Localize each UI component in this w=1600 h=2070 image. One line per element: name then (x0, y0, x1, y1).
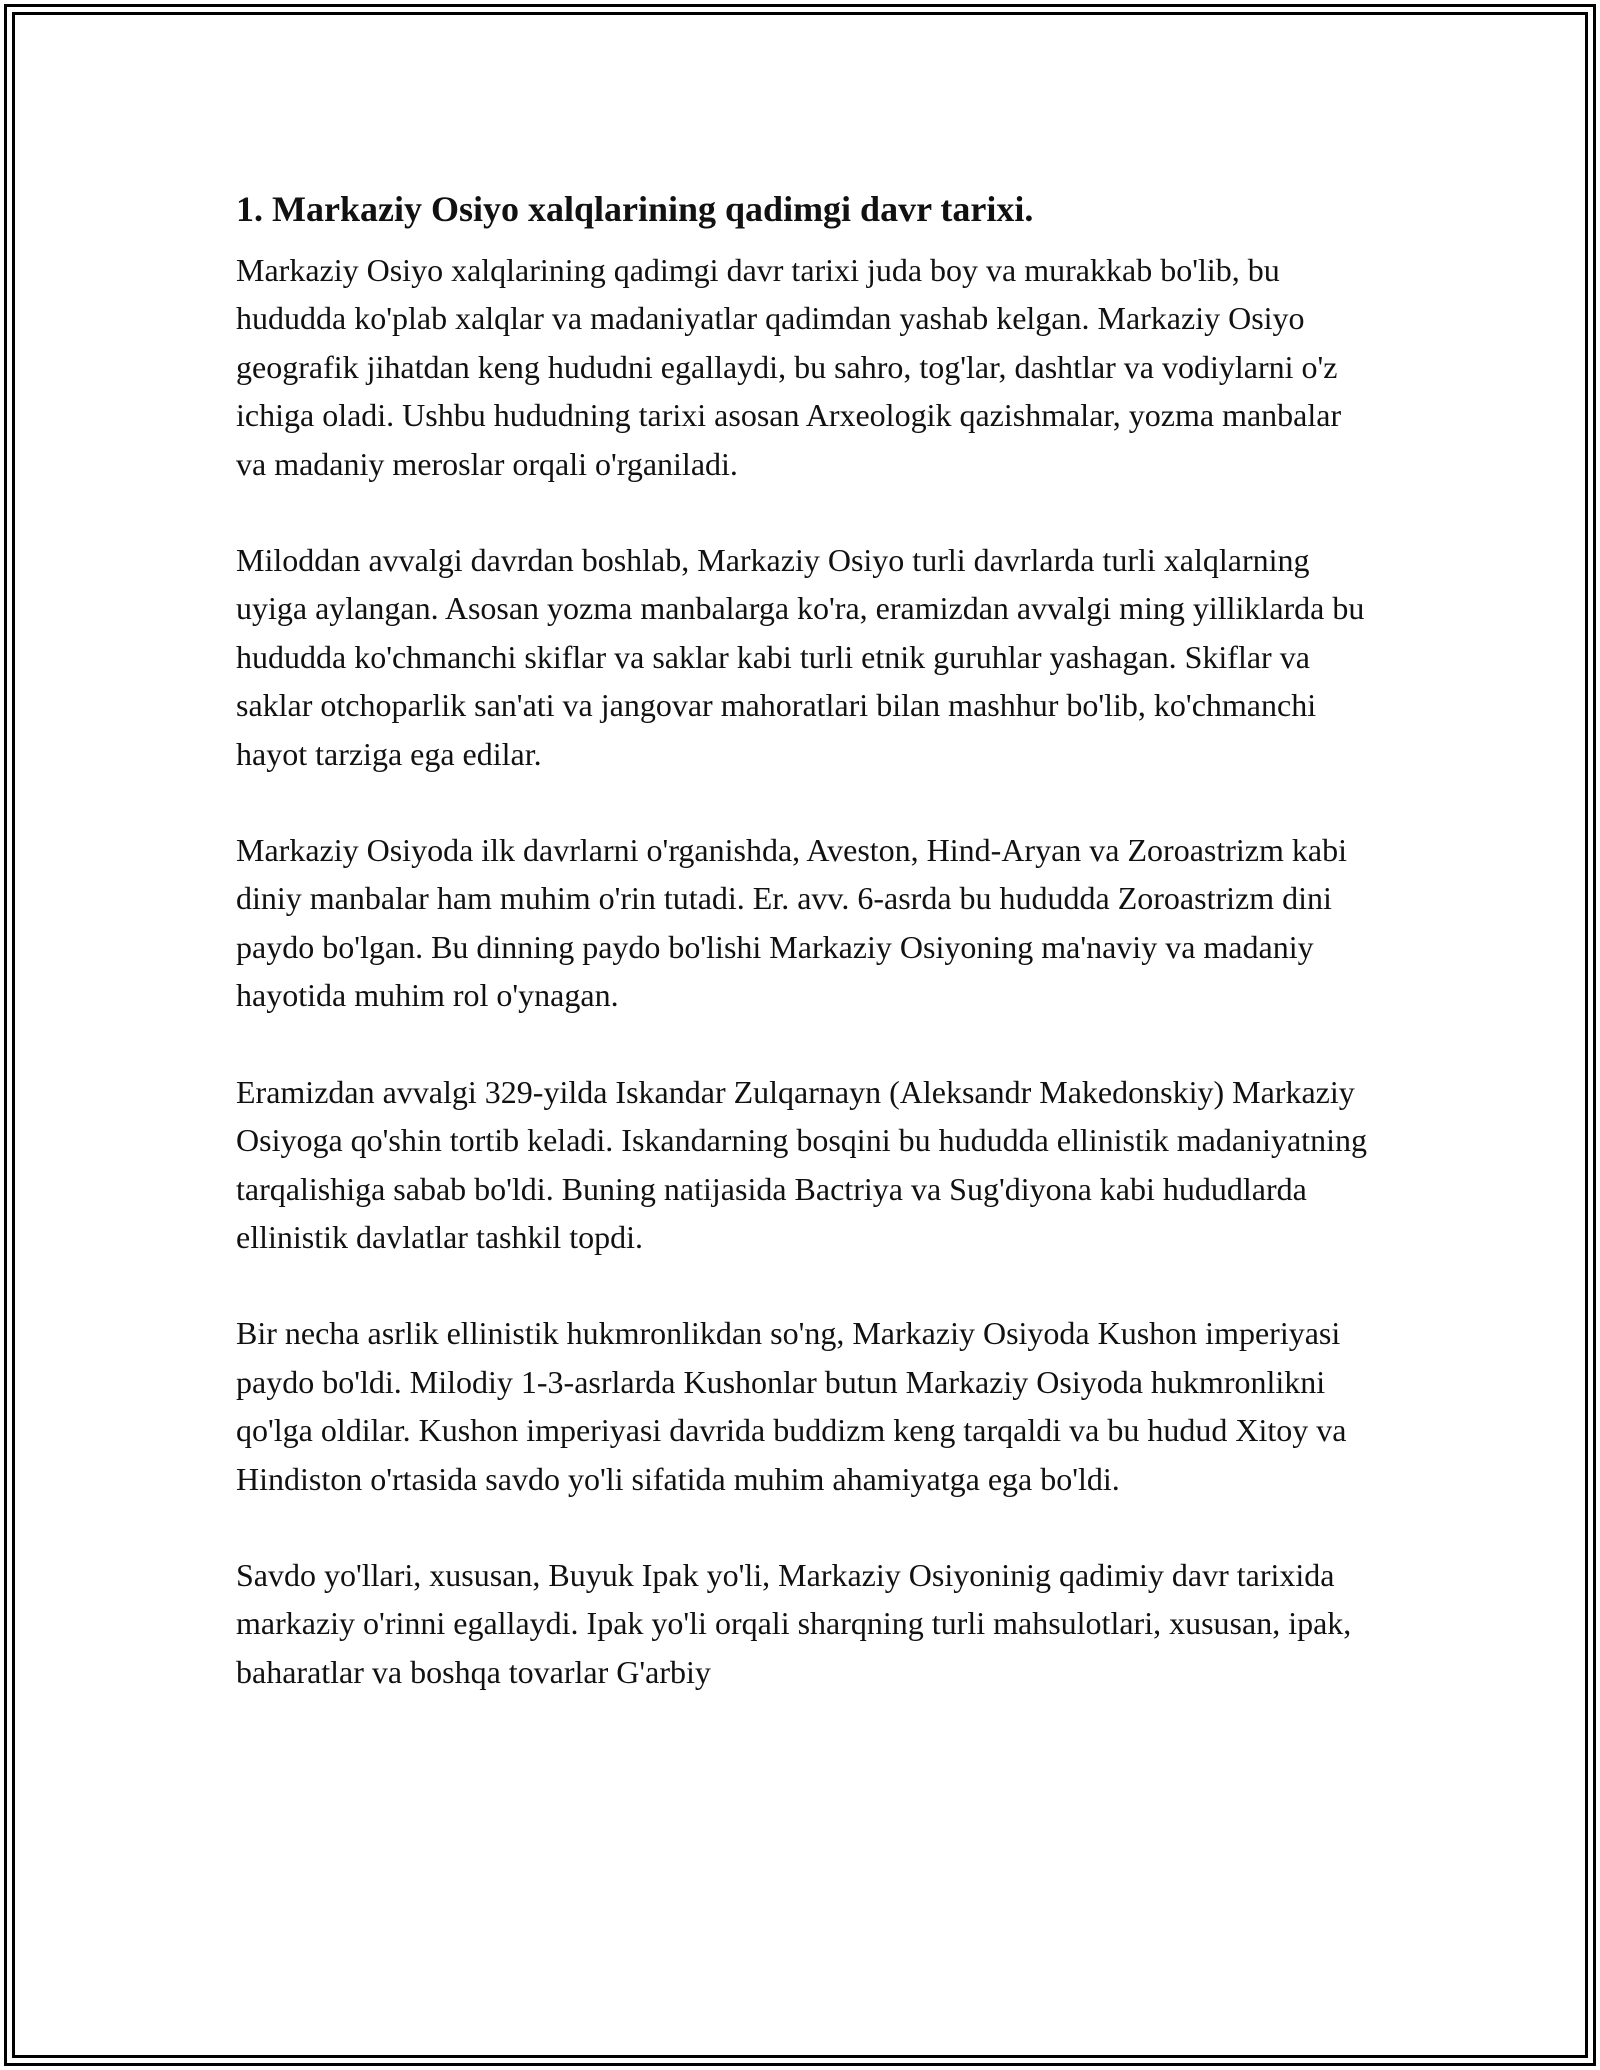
paragraph: Eramizdan avvalgi 329-yilda Iskandar Zulqarnayn (Aleksandr Makedonskiy) Markaziy Osiyoga qo'shin tortib keladi. Iskandarning bosqini bu hududda ellinistik madaniyatning tarqalishiga sabab bo'ldi. Buning natijasida Bactriya va Sug'diyona kabi hududlarda ellinistik davlatlar tashkil topdi. (236, 1073, 1367, 1255)
document-title: 1. Markaziy Osiyo xalqlarining qadimgi davr tarixi. (236, 189, 1034, 229)
paragraph: Markaziy Osiyo xalqlarining qadimgi davr tarixi juda boy va murakkab bo'lib, bu hududda ko'plab xalqlar va madaniyatlar qadimdan yashab kelgan. Markaziy Osiyo geografik jihatdan keng hududni egallaydi, bu sahro, tog'lar, dashtlar va vodiylarni o'z ichiga oladi. Ushbu hududning tarixi asosan Arxeologik qazishmalar, yozma manbalar va madaniy meroslar orqali o'rganiladi. (236, 252, 1342, 482)
document-body (236, 186, 1376, 1744)
paragraph: Markaziy Osiyoda ilk davrlarni o'rganishda, Aveston, Hind-Aryan va Zoroastrizm kabi diniy manbalar ham muhim o'rin tutadi. Er. avv. 6-asrda bu hududda Zoroastrizm dini paydo bo'lgan. Bu dinning paydo bo'lishi Markaziy Osiyoning ma'naviy va madaniy hayotida muhim rol o'ynagan. (236, 832, 1347, 1014)
paragraph: Miloddan avvalgi davrdan boshlab, Markaziy Osiyo turli davrlarda turli xalqlarning uyiga aylangan. Asosan yozma manbalarga ko'ra, eramizdan avvalgi ming yilliklarda bu hududda ko'chmanchi skiflar va saklar kabi turli etnik guruhlar yashagan. Skiflar va saklar otchoparlik san'ati va jangovar mahoratlari bilan mashhur bo'lib, ko'chmanchi hayot tarziga ega edilar. (236, 542, 1365, 772)
paragraph: Bir necha asrlik ellinistik hukmronlikdan so'ng, Markaziy Osiyoda Kushon imperiyasi paydo bo'ldi. Milodiy 1-3-asrlarda Kushonlar butun Markaziy Osiyoda hukmronlikni qo'lga oldilar. Kushon imperiyasi davrida buddizm keng tarqaldi va bu hudud Xitoy va Hindiston o'rtasida savdo yo'li sifatida muhim ahamiyatga ega bo'ldi. (236, 1315, 1347, 1497)
paragraph: Savdo yo'llari, xususan, Buyuk Ipak yo'li, Markaziy Osiyoninig qadimiy davr tarixida markaziy o'rinni egallaydi. Ipak yo'li orqali sharqning turli mahsulotlari, xususan, ipak, baharatlar va boshqa tovarlar G'arbiy (236, 1556, 1352, 1690)
